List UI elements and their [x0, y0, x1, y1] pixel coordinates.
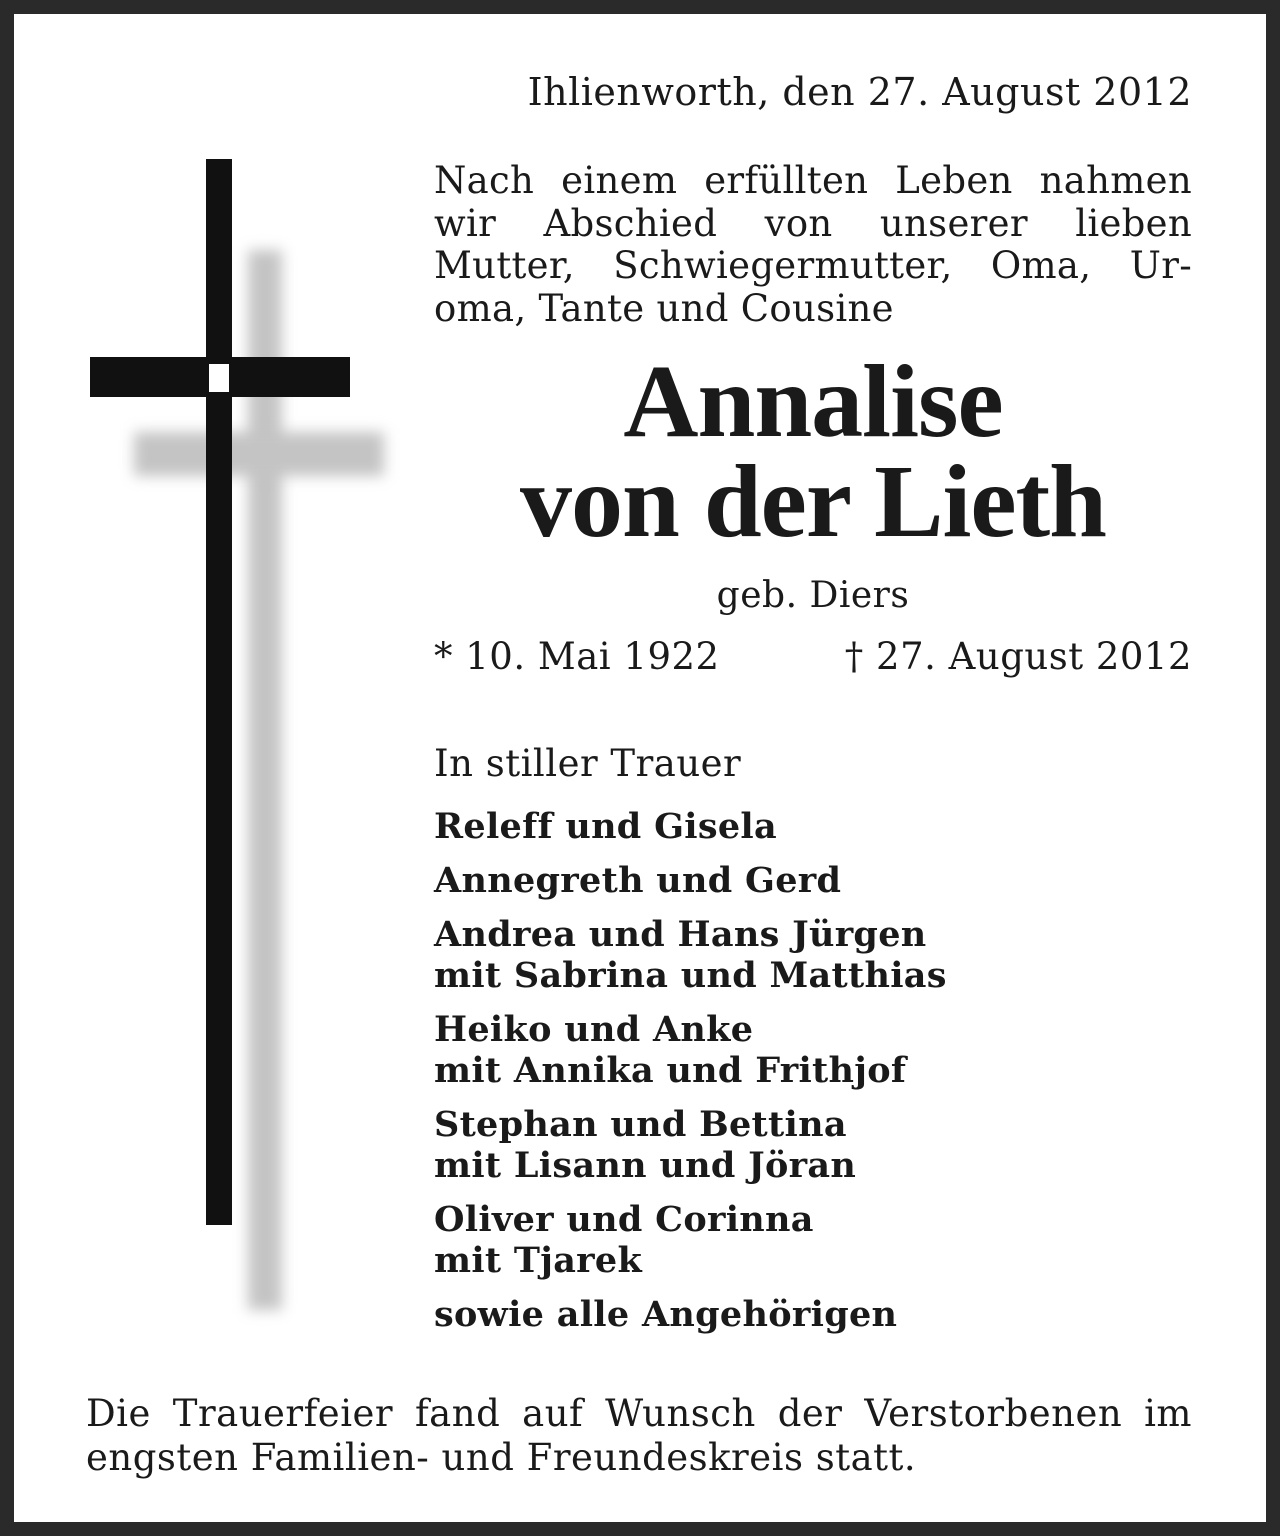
birth-name: geb. Diers — [716, 575, 910, 616]
family-line: Andrea und Hans Jürgen — [434, 914, 927, 955]
family-list — [434, 806, 1192, 1348]
mourning-line: In stiller Trauer — [434, 742, 742, 785]
family-group — [434, 1199, 1192, 1281]
life-dates — [434, 634, 1192, 680]
closing-line-2: engsten Familien- und Freundeskreis statt. — [86, 1436, 917, 1479]
place-date: Ihlienworth, den 27. August 2012 — [527, 70, 1192, 114]
family-group — [434, 1009, 1192, 1091]
cross-shadow-vertical — [248, 250, 282, 1310]
name-line-2: von der Lieth — [519, 444, 1106, 559]
family-line: Annegreth und Gerd — [434, 860, 842, 901]
closing-line-1: Die Trauerfeier fand auf Wunsch der Verstorbenen im — [86, 1392, 1192, 1435]
family-line: mit Annika und Frithjof — [434, 1050, 907, 1091]
family-group — [434, 806, 1192, 847]
family-group — [434, 1104, 1192, 1186]
family-line: Heiko und Anke — [434, 1009, 754, 1050]
family-group — [434, 914, 1192, 996]
family-line: Releff und Gisela — [434, 806, 778, 847]
cross-icon — [14, 14, 434, 1344]
family-line: Oliver und Corinna — [434, 1199, 814, 1240]
cross-shadow-horizontal — [134, 432, 384, 476]
closing-text — [86, 1392, 1192, 1480]
deceased-name — [434, 344, 1192, 559]
death-date: † 27. August 2012 — [844, 635, 1192, 678]
name-line-1: Annalise — [623, 344, 1003, 459]
obituary-notice — [14, 14, 1266, 1522]
intro-line: Mutter, Schwiegermutter, Oma, Ur- — [434, 244, 1192, 287]
family-line: mit Tjarek — [434, 1240, 643, 1281]
intro-line: wir Abschied von unserer lieben — [434, 201, 1192, 245]
intro-line: Nach einem erfüllten Leben nahmen — [434, 159, 1192, 202]
family-line: mit Sabrina und Matthias — [434, 955, 947, 996]
birth-date: * 10. Mai 1922 — [434, 635, 720, 678]
family-line: Stephan und Bettina — [434, 1104, 847, 1145]
intro-line: oma, Tante und Cousine — [434, 286, 894, 330]
family-group — [434, 860, 1192, 901]
cross-vertical-bar — [206, 159, 232, 1225]
family-group — [434, 1294, 1192, 1335]
cross-center-square — [209, 364, 229, 392]
family-line: mit Lisann und Jöran — [434, 1145, 857, 1186]
intro-text — [434, 160, 1192, 330]
family-line: sowie alle Angehörigen — [434, 1294, 898, 1335]
